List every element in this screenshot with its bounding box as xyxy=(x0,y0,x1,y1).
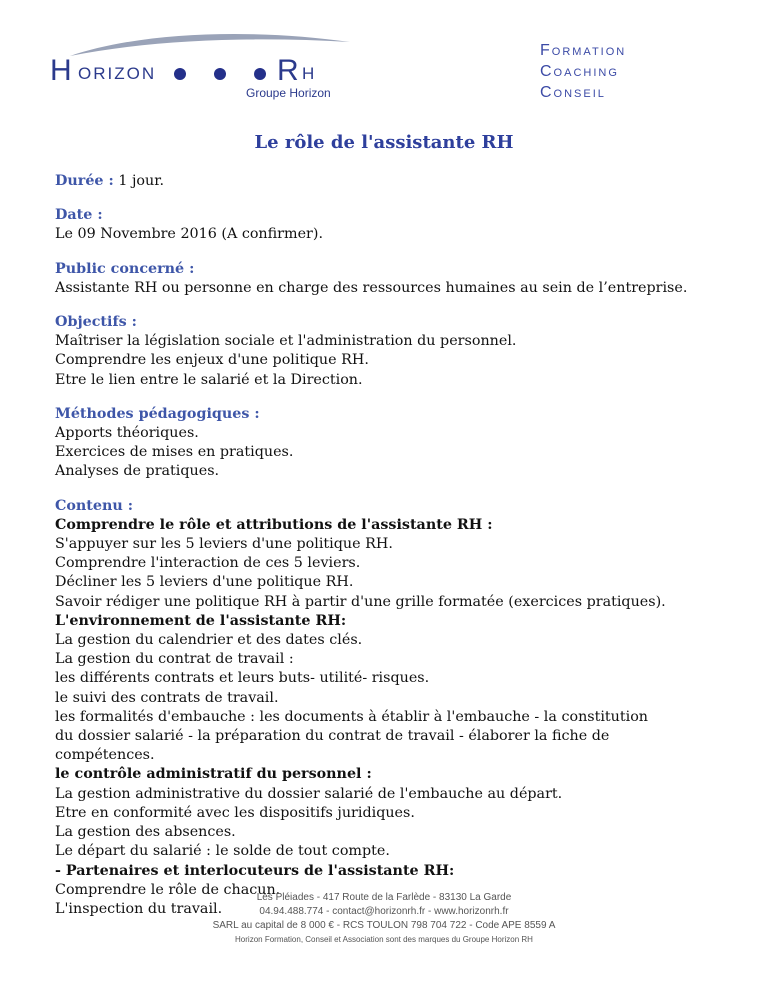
contenu-line: La gestion du calendrier et des dates clés. xyxy=(55,632,363,649)
section-duree xyxy=(55,172,735,191)
contenu-line: Etre en conformité avec les dispositifs juridiques. xyxy=(55,804,415,821)
logo-swoosh xyxy=(50,28,350,68)
footer-legal: SARL au capital de 8 000 € - RCS TOULON 798 704 722 - Code APE 8559 A xyxy=(212,920,556,931)
logo-word-orizon: ORIZON xyxy=(78,64,157,83)
duree-label: Durée : xyxy=(55,173,114,189)
document-body xyxy=(55,172,735,934)
contenu-heading: L'environnement de l'assistante RH: xyxy=(55,612,347,629)
contenu-line: La gestion administrative du dossier salarié de l'embauche au départ. xyxy=(55,785,563,802)
date-label: Date : xyxy=(55,207,103,224)
logo-dot-icon xyxy=(174,68,186,80)
list-item: Maîtriser la législation sociale et l'administration du personnel. xyxy=(55,333,517,350)
contenu-line: Décliner les 5 leviers d'une politique RH. xyxy=(55,574,354,591)
date-value: Le 09 Novembre 2016 (A confirmer). xyxy=(55,226,323,243)
contenu-line: La gestion du contrat de travail : xyxy=(55,651,294,668)
tagline-coaching: Coaching xyxy=(540,63,619,80)
section-objectifs xyxy=(55,313,735,390)
logo-subtitle: Groupe Horizon xyxy=(246,86,331,100)
contenu-line: Comprendre l'interaction de ces 5 leviers. xyxy=(55,555,361,572)
contenu-label: Contenu : xyxy=(55,497,134,514)
contenu-line: du dossier salarié - la préparation du contrat de travail - élaborer la fiche de xyxy=(55,728,610,745)
methodes-label: Méthodes pédagogiques : xyxy=(55,405,260,422)
contenu-heading: Comprendre le rôle et attributions de l'assistante RH : xyxy=(55,516,493,533)
section-date xyxy=(55,206,735,244)
logo-dot-icon xyxy=(254,68,266,80)
page-footer xyxy=(0,891,768,947)
logo-letter-h-small: H xyxy=(302,64,316,83)
logo-letter-h: H xyxy=(50,54,73,87)
duree-value: 1 jour. xyxy=(113,173,165,189)
tagline xyxy=(540,40,626,103)
contenu-line: Comprendre le rôle de chacun. xyxy=(55,881,281,898)
contenu-heading: - Partenaires et interlocuteurs de l'assistante RH: xyxy=(55,862,455,879)
tagline-formation: Formation xyxy=(540,42,627,59)
logo-letter-r: R xyxy=(277,54,300,87)
footer-contact: 04.94.488.774 - contact@horizonrh.fr - www.horizonrh.fr xyxy=(259,906,509,917)
contenu-line: L'inspection du travail. xyxy=(55,900,223,917)
contenu-line: S'appuyer sur les 5 leviers d'une politique RH. xyxy=(55,536,393,553)
contenu-line: les formalités d'embauche : les documents à établir à l'embauche - la constitution xyxy=(55,708,649,725)
list-item: Etre le lien entre le salarié et la Direction. xyxy=(55,371,363,388)
contenu-line: le suivi des contrats de travail. xyxy=(55,689,279,706)
section-contenu xyxy=(55,497,735,919)
list-item: Analyses de pratiques. xyxy=(55,463,220,480)
public-label: Public concerné : xyxy=(55,260,195,277)
list-item: Exercices de mises en pratiques. xyxy=(55,444,294,461)
contenu-line: compétences. xyxy=(55,747,155,764)
contenu-line: les différents contrats et leurs buts- utilité- risques. xyxy=(55,670,430,687)
section-public xyxy=(55,260,735,298)
company-logo xyxy=(50,28,350,98)
tagline-conseil: Conseil xyxy=(540,84,606,101)
section-methodes xyxy=(55,405,735,482)
logo-dot-icon xyxy=(214,68,226,80)
list-item: Apports théoriques. xyxy=(55,425,199,442)
objectifs-label: Objectifs : xyxy=(55,314,137,331)
footer-brands: Horizon Formation, Conseil et Association sont des marques du Groupe Horizon RH xyxy=(235,935,533,944)
contenu-heading: le contrôle administratif du personnel : xyxy=(55,766,372,783)
footer-address: Les Pléiades - 417 Route de la Farlède - 83130 La Garde xyxy=(256,892,512,903)
public-value: Assistante RH ou personne en charge des ressources humaines au sein de l’entreprise. xyxy=(55,279,688,296)
contenu-line: Le départ du salarié : le solde de tout compte. xyxy=(55,843,390,860)
contenu-line: La gestion des absences. xyxy=(55,824,236,841)
page-title: Le rôle de l'assistante RH xyxy=(254,132,514,153)
list-item: Comprendre les enjeux d'une politique RH. xyxy=(55,352,369,369)
contenu-line: Savoir rédiger une politique RH à partir d'une grille formatée (exercices pratiques). xyxy=(55,593,666,610)
contenu-lines xyxy=(55,516,735,919)
